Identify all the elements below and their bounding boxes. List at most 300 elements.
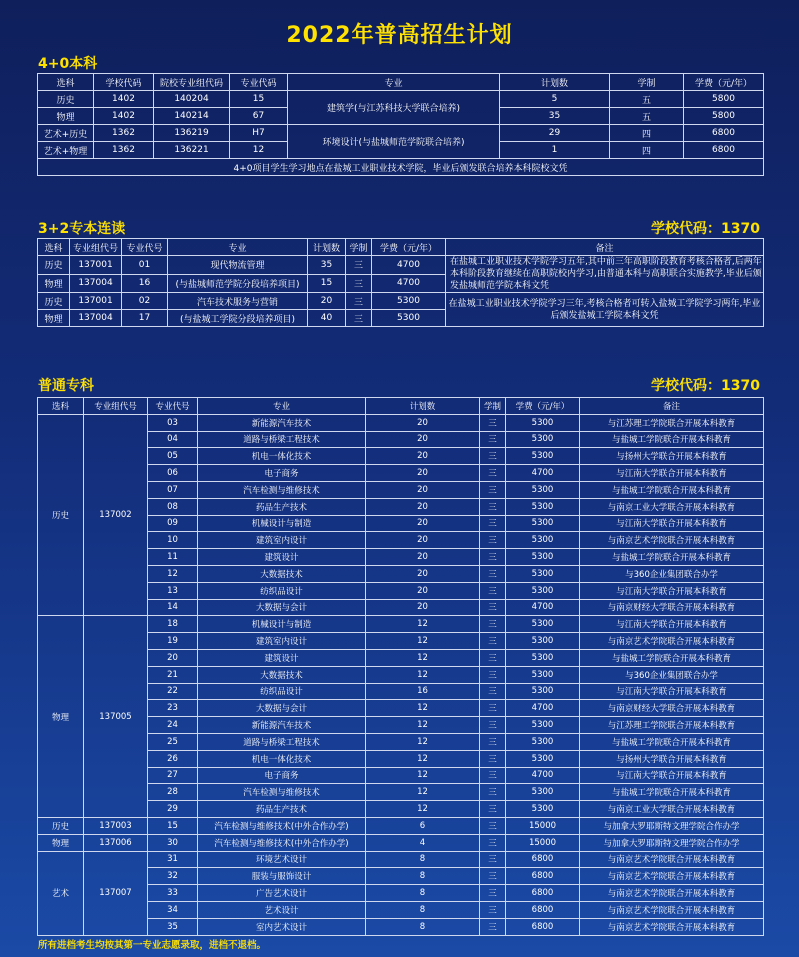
major-code-cell: 27 <box>148 767 198 784</box>
fee-cell: 5300 <box>506 431 580 448</box>
header-cell: 专业代码 <box>230 74 288 91</box>
major-cell: 药品生产技术 <box>198 801 366 818</box>
plan-cell: 20 <box>308 293 346 310</box>
subject-cell: 历史 <box>38 817 84 834</box>
school-code-label: 学校代码：1370 <box>651 378 760 394</box>
major-code-cell: 31 <box>148 851 198 868</box>
years-cell: 三 <box>480 868 506 885</box>
note-cell: 与南京艺术学院联合开展本科教育 <box>580 851 764 868</box>
major-cell: 机电一体化技术 <box>198 448 366 465</box>
subject-cell: 艺术+物理 <box>38 142 94 159</box>
plan-cell: 20 <box>366 498 480 515</box>
table-row <box>38 159 764 176</box>
header-cell: 计划数 <box>500 74 610 91</box>
header-cell: 计划数 <box>308 239 346 256</box>
group-code-cell: 137007 <box>84 851 148 935</box>
school-code-cell: 1402 <box>94 91 154 108</box>
footnote: 所有进档考生均按其第一专业志愿录取，进档不退档。 <box>38 940 267 951</box>
fee-cell: 5300 <box>506 549 580 566</box>
table-row <box>38 256 764 275</box>
fee-cell: 5300 <box>506 532 580 549</box>
table-college <box>37 397 764 936</box>
major-code-cell: 19 <box>148 633 198 650</box>
years-cell: 三 <box>480 666 506 683</box>
major-code-cell: 12 <box>230 142 288 159</box>
major-code-cell: 28 <box>148 784 198 801</box>
major-cell: 新能源汽车技术 <box>198 717 366 734</box>
years-cell: 三 <box>480 565 506 582</box>
major-cell: 药品生产技术 <box>198 498 366 515</box>
fee-cell: 4700 <box>372 256 446 275</box>
note-cell: 与盐城工学院联合开展本科教育 <box>580 733 764 750</box>
major-cell: 服装与服饰设计 <box>198 868 366 885</box>
note-cell: 与南京艺术学院联合开展本科教育 <box>580 868 764 885</box>
major-code-cell: 26 <box>148 750 198 767</box>
major-cell: (与盐城工学院分段培养项目) <box>168 310 308 327</box>
plan-cell: 20 <box>366 565 480 582</box>
major-cell: (与盐城师范学院分段培养项目) <box>168 274 308 293</box>
years-cell: 三 <box>480 549 506 566</box>
major-cell: 汽车检测与维修技术 <box>198 784 366 801</box>
fee-cell: 4700 <box>506 599 580 616</box>
fee-cell: 6800 <box>506 851 580 868</box>
header-cell: 专业 <box>288 74 500 91</box>
years-cell: 三 <box>480 851 506 868</box>
plan-cell: 12 <box>366 633 480 650</box>
plan-cell: 4 <box>366 834 480 851</box>
major-cell: 建筑学(与江苏科技大学联合培养) <box>288 91 500 125</box>
years-cell: 三 <box>346 274 372 293</box>
years-cell: 三 <box>480 717 506 734</box>
major-code-cell: 05 <box>148 448 198 465</box>
fee-cell: 5300 <box>372 293 446 310</box>
subject-cell: 历史 <box>38 293 70 310</box>
note-cell: 4+0项目学生学习地点在盐城工业职业技术学院，毕业后颁发联合培养本科院校文凭 <box>38 159 764 176</box>
note-cell: 与江南大学联合开展本科教育 <box>580 465 764 482</box>
fee-cell: 5300 <box>506 649 580 666</box>
fee-cell: 15000 <box>506 834 580 851</box>
major-code-cell: 04 <box>148 431 198 448</box>
fee-cell: 5300 <box>506 498 580 515</box>
table-header <box>38 398 764 415</box>
fee-cell: 5300 <box>506 616 580 633</box>
fee-cell: 4700 <box>372 274 446 293</box>
major-code-cell: 08 <box>148 498 198 515</box>
note-cell: 与江南大学联合开展本科教育 <box>580 616 764 633</box>
plan-cell: 20 <box>366 532 480 549</box>
fee-cell: 5300 <box>506 683 580 700</box>
header-cell: 学校代码 <box>94 74 154 91</box>
note-cell: 与360企业集团联合办学 <box>580 666 764 683</box>
plan-cell: 20 <box>366 465 480 482</box>
years-cell: 三 <box>480 448 506 465</box>
major-code-cell: 23 <box>148 700 198 717</box>
table-header <box>38 239 764 256</box>
table-row <box>38 414 764 431</box>
section-title-bachelor: 4+0本科 <box>38 56 98 72</box>
plan-cell: 8 <box>366 851 480 868</box>
major-cell: 室内艺术设计 <box>198 918 366 935</box>
header-cell: 专业组代号 <box>84 398 148 415</box>
fee-cell: 5300 <box>506 633 580 650</box>
major-code-cell: 10 <box>148 532 198 549</box>
years-cell: 三 <box>480 481 506 498</box>
years-cell: 三 <box>480 649 506 666</box>
years-cell: 三 <box>480 616 506 633</box>
note-cell: 在盐城工业职业技术学院学习三年,考核合格者可转入盐城工学院学习两年,毕业后颁发盐城工学院本科文凭 <box>446 293 764 327</box>
subject-cell: 艺术 <box>38 851 84 935</box>
header-cell: 学费（元/年） <box>506 398 580 415</box>
major-cell: 汽车检测与维修技术 <box>198 481 366 498</box>
years-cell: 三 <box>480 532 506 549</box>
plan-cell: 20 <box>366 582 480 599</box>
note-cell: 与南京工业大学联合开展本科教育 <box>580 801 764 818</box>
fee-cell: 5300 <box>372 310 446 327</box>
header-cell: 学费（元/年） <box>372 239 446 256</box>
note-cell: 与南京艺术学院联合开展本科教育 <box>580 532 764 549</box>
note-cell: 与盐城工学院联合开展本科教育 <box>580 431 764 448</box>
fee-cell: 6800 <box>684 142 764 159</box>
group-code-cell: 136219 <box>154 125 230 142</box>
years-cell: 三 <box>480 498 506 515</box>
major-code-cell: 33 <box>148 885 198 902</box>
years-cell: 三 <box>480 599 506 616</box>
note-cell: 与江苏理工学院联合开展本科教育 <box>580 717 764 734</box>
header-cell: 专业 <box>168 239 308 256</box>
major-cell: 艺术设计 <box>198 901 366 918</box>
years-cell: 三 <box>480 767 506 784</box>
note-cell: 与江南大学联合开展本科教育 <box>580 767 764 784</box>
years-cell: 三 <box>480 918 506 935</box>
major-code-cell: 21 <box>148 666 198 683</box>
fee-cell: 4700 <box>506 767 580 784</box>
major-cell: 大数据技术 <box>198 565 366 582</box>
note-cell: 与加拿大罗耶斯特文理学院合作办学 <box>580 834 764 851</box>
major-code-cell: 15 <box>148 817 198 834</box>
major-code-cell: 01 <box>122 256 168 275</box>
major-code-cell: 14 <box>148 599 198 616</box>
table-row <box>38 817 764 834</box>
major-code-cell: 30 <box>148 834 198 851</box>
group-code-cell: 140214 <box>154 108 230 125</box>
header-cell: 专业代号 <box>122 239 168 256</box>
major-cell: 汽车检测与维修技术(中外合作办学) <box>198 834 366 851</box>
header-cell: 计划数 <box>366 398 480 415</box>
major-cell: 机械设计与制造 <box>198 515 366 532</box>
years-cell: 三 <box>346 256 372 275</box>
fee-cell: 5800 <box>684 108 764 125</box>
plan-cell: 6 <box>366 817 480 834</box>
table-row <box>38 616 764 633</box>
major-code-cell: 11 <box>148 549 198 566</box>
group-code-cell: 140204 <box>154 91 230 108</box>
years-cell: 三 <box>480 414 506 431</box>
plan-cell: 12 <box>366 616 480 633</box>
subject-cell: 物理 <box>38 310 70 327</box>
section-title-college: 普通专科 <box>38 378 94 394</box>
note-cell: 与盐城工学院联合开展本科教育 <box>580 784 764 801</box>
years-cell: 三 <box>480 885 506 902</box>
subject-cell: 历史 <box>38 91 94 108</box>
header-cell: 专业组代号 <box>70 239 122 256</box>
note-cell: 与盐城工学院联合开展本科教育 <box>580 549 764 566</box>
header-cell: 专业 <box>198 398 366 415</box>
major-code-cell: 13 <box>148 582 198 599</box>
fee-cell: 5300 <box>506 515 580 532</box>
group-code-cell: 137005 <box>84 616 148 818</box>
plan-cell: 8 <box>366 901 480 918</box>
group-code-cell: 137004 <box>70 274 122 293</box>
years-cell: 三 <box>480 784 506 801</box>
years-cell: 三 <box>480 633 506 650</box>
major-code-cell: 29 <box>148 801 198 818</box>
table-row <box>38 91 764 108</box>
fee-cell: 5300 <box>506 448 580 465</box>
note-cell: 与江南大学联合开展本科教育 <box>580 582 764 599</box>
header-cell: 备注 <box>446 239 764 256</box>
plan-cell: 20 <box>366 515 480 532</box>
major-cell: 纺织品设计 <box>198 683 366 700</box>
plan-cell: 20 <box>366 549 480 566</box>
major-code-cell: 09 <box>148 515 198 532</box>
subject-cell: 历史 <box>38 256 70 275</box>
group-code-cell: 137003 <box>84 817 148 834</box>
plan-cell: 8 <box>366 868 480 885</box>
major-cell: 建筑设计 <box>198 549 366 566</box>
major-code-cell: 34 <box>148 901 198 918</box>
fee-cell: 6800 <box>506 885 580 902</box>
major-code-cell: 02 <box>122 293 168 310</box>
note-cell: 与扬州大学联合开展本科教育 <box>580 448 764 465</box>
major-cell: 汽车检测与维修技术(中外合作办学) <box>198 817 366 834</box>
group-code-cell: 136221 <box>154 142 230 159</box>
major-code-cell: H7 <box>230 125 288 142</box>
subject-cell: 历史 <box>38 414 84 616</box>
years-cell: 三 <box>480 515 506 532</box>
plan-cell: 8 <box>366 918 480 935</box>
note-cell: 与加拿大罗耶斯特文理学院合作办学 <box>580 817 764 834</box>
table-row <box>38 125 764 142</box>
major-cell: 大数据与会计 <box>198 599 366 616</box>
major-code-cell: 12 <box>148 565 198 582</box>
major-code-cell: 06 <box>148 465 198 482</box>
table-joint <box>37 238 764 327</box>
major-cell: 道路与桥梁工程技术 <box>198 431 366 448</box>
fee-cell: 5300 <box>506 733 580 750</box>
fee-cell: 6800 <box>506 901 580 918</box>
fee-cell: 5300 <box>506 582 580 599</box>
note-cell: 与南京艺术学院联合开展本科教育 <box>580 633 764 650</box>
subject-cell: 物理 <box>38 274 70 293</box>
years-cell: 四 <box>610 125 684 142</box>
major-code-cell: 18 <box>148 616 198 633</box>
major-cell: 广告艺术设计 <box>198 885 366 902</box>
major-code-cell: 25 <box>148 733 198 750</box>
header-cell: 学制 <box>610 74 684 91</box>
years-cell: 四 <box>610 142 684 159</box>
note-cell: 与江南大学联合开展本科教育 <box>580 515 764 532</box>
plan-cell: 15 <box>308 274 346 293</box>
table-college-body <box>38 414 764 935</box>
table-header <box>38 74 764 91</box>
major-code-cell: 22 <box>148 683 198 700</box>
major-code-cell: 16 <box>122 274 168 293</box>
fee-cell: 5800 <box>684 91 764 108</box>
fee-cell: 6800 <box>506 918 580 935</box>
years-cell: 三 <box>480 700 506 717</box>
major-cell: 汽车技术服务与营销 <box>168 293 308 310</box>
plan-cell: 12 <box>366 733 480 750</box>
note-cell: 与南京艺术学院联合开展本科教育 <box>580 901 764 918</box>
fee-cell: 5300 <box>506 481 580 498</box>
major-cell: 纺织品设计 <box>198 582 366 599</box>
fee-cell: 15000 <box>506 817 580 834</box>
major-code-cell: 67 <box>230 108 288 125</box>
group-code-cell: 137004 <box>70 310 122 327</box>
school-code-label: 学校代码：1370 <box>651 221 760 237</box>
plan-cell: 12 <box>366 649 480 666</box>
fee-cell: 4700 <box>506 465 580 482</box>
note-cell: 与盐城工学院联合开展本科教育 <box>580 481 764 498</box>
fee-cell: 4700 <box>506 700 580 717</box>
header-cell: 学费（元/年） <box>684 74 764 91</box>
section-title-joint: 3+2专本连读 <box>38 221 126 237</box>
years-cell: 三 <box>480 801 506 818</box>
major-cell: 电子商务 <box>198 767 366 784</box>
note-cell: 与盐城工学院联合开展本科教育 <box>580 649 764 666</box>
plan-cell: 12 <box>366 750 480 767</box>
years-cell: 三 <box>480 582 506 599</box>
fee-cell: 5300 <box>506 414 580 431</box>
page-title: 2022年普高招生计划 <box>286 23 513 48</box>
note-cell: 与南京财经大学联合开展本科教育 <box>580 700 764 717</box>
plan-cell: 29 <box>500 125 610 142</box>
table-row <box>38 851 764 868</box>
group-code-cell: 137002 <box>84 414 148 616</box>
subject-cell: 艺术+历史 <box>38 125 94 142</box>
major-cell: 机电一体化技术 <box>198 750 366 767</box>
plan-cell: 35 <box>500 108 610 125</box>
subject-cell: 物理 <box>38 834 84 851</box>
major-cell: 新能源汽车技术 <box>198 414 366 431</box>
group-code-cell: 137006 <box>84 834 148 851</box>
school-code-cell: 1362 <box>94 125 154 142</box>
major-cell: 环境设计(与盐城师范学院联合培养) <box>288 125 500 159</box>
header-cell: 备注 <box>580 398 764 415</box>
major-code-cell: 03 <box>148 414 198 431</box>
major-cell: 建筑设计 <box>198 649 366 666</box>
plan-cell: 20 <box>366 431 480 448</box>
plan-cell: 20 <box>366 481 480 498</box>
header-cell: 专业代号 <box>148 398 198 415</box>
major-code-cell: 17 <box>122 310 168 327</box>
plan-cell: 16 <box>366 683 480 700</box>
major-cell: 建筑室内设计 <box>198 532 366 549</box>
years-cell: 三 <box>480 431 506 448</box>
group-code-cell: 137001 <box>70 293 122 310</box>
major-code-cell: 24 <box>148 717 198 734</box>
major-cell: 大数据技术 <box>198 666 366 683</box>
years-cell: 三 <box>480 465 506 482</box>
note-cell: 在盐城工业职业技术学院学习五年,其中前三年高职阶段教育考核合格者,后两年本科阶段教育继续在高职院校内学习,由普通本科与高职联合实施教学,毕业后颁发盐城师范学院本科文凭 <box>446 256 764 293</box>
fee-cell: 5300 <box>506 801 580 818</box>
years-cell: 五 <box>610 91 684 108</box>
note-cell: 与南京工业大学联合开展本科教育 <box>580 498 764 515</box>
note-cell: 与南京艺术学院联合开展本科教育 <box>580 885 764 902</box>
plan-cell: 20 <box>366 599 480 616</box>
note-cell: 与南京艺术学院联合开展本科教育 <box>580 918 764 935</box>
years-cell: 五 <box>610 108 684 125</box>
note-cell: 与江苏理工学院联合开展本科教育 <box>580 414 764 431</box>
major-code-cell: 35 <box>148 918 198 935</box>
plan-cell: 40 <box>308 310 346 327</box>
years-cell: 三 <box>480 834 506 851</box>
years-cell: 三 <box>480 901 506 918</box>
header-cell: 选科 <box>38 398 84 415</box>
table-row <box>38 293 764 310</box>
years-cell: 三 <box>346 310 372 327</box>
years-cell: 三 <box>480 750 506 767</box>
subject-cell: 物理 <box>38 108 94 125</box>
plan-cell: 20 <box>366 448 480 465</box>
plan-cell: 5 <box>500 91 610 108</box>
header-cell: 院校专业组代码 <box>154 74 230 91</box>
group-code-cell: 137001 <box>70 256 122 275</box>
plan-cell: 20 <box>366 414 480 431</box>
header-cell: 学制 <box>480 398 506 415</box>
major-cell: 机械设计与制造 <box>198 616 366 633</box>
plan-cell: 12 <box>366 801 480 818</box>
fee-cell: 5300 <box>506 784 580 801</box>
plan-cell: 35 <box>308 256 346 275</box>
fee-cell: 6800 <box>684 125 764 142</box>
table-bachelor <box>37 73 764 176</box>
major-cell: 环境艺术设计 <box>198 851 366 868</box>
header-cell: 学制 <box>346 239 372 256</box>
school-code-cell: 1362 <box>94 142 154 159</box>
major-cell: 道路与桥梁工程技术 <box>198 733 366 750</box>
fee-cell: 5300 <box>506 750 580 767</box>
plan-cell: 12 <box>366 700 480 717</box>
major-code-cell: 15 <box>230 91 288 108</box>
note-cell: 与南京财经大学联合开展本科教育 <box>580 599 764 616</box>
years-cell: 三 <box>480 817 506 834</box>
years-cell: 三 <box>346 293 372 310</box>
major-code-cell: 07 <box>148 481 198 498</box>
note-cell: 与360企业集团联合办学 <box>580 565 764 582</box>
plan-cell: 12 <box>366 717 480 734</box>
plan-cell: 12 <box>366 767 480 784</box>
note-cell: 与江南大学联合开展本科教育 <box>580 683 764 700</box>
major-cell: 建筑室内设计 <box>198 633 366 650</box>
plan-cell: 1 <box>500 142 610 159</box>
note-cell: 与扬州大学联合开展本科教育 <box>580 750 764 767</box>
fee-cell: 5300 <box>506 565 580 582</box>
subject-cell: 物理 <box>38 616 84 818</box>
fee-cell: 6800 <box>506 868 580 885</box>
table-row <box>38 834 764 851</box>
major-code-cell: 32 <box>148 868 198 885</box>
plan-cell: 12 <box>366 784 480 801</box>
plan-cell: 8 <box>366 885 480 902</box>
fee-cell: 5300 <box>506 717 580 734</box>
header-cell: 选科 <box>38 239 70 256</box>
years-cell: 三 <box>480 733 506 750</box>
school-code-cell: 1402 <box>94 108 154 125</box>
fee-cell: 5300 <box>506 666 580 683</box>
major-cell: 电子商务 <box>198 465 366 482</box>
plan-cell: 12 <box>366 666 480 683</box>
